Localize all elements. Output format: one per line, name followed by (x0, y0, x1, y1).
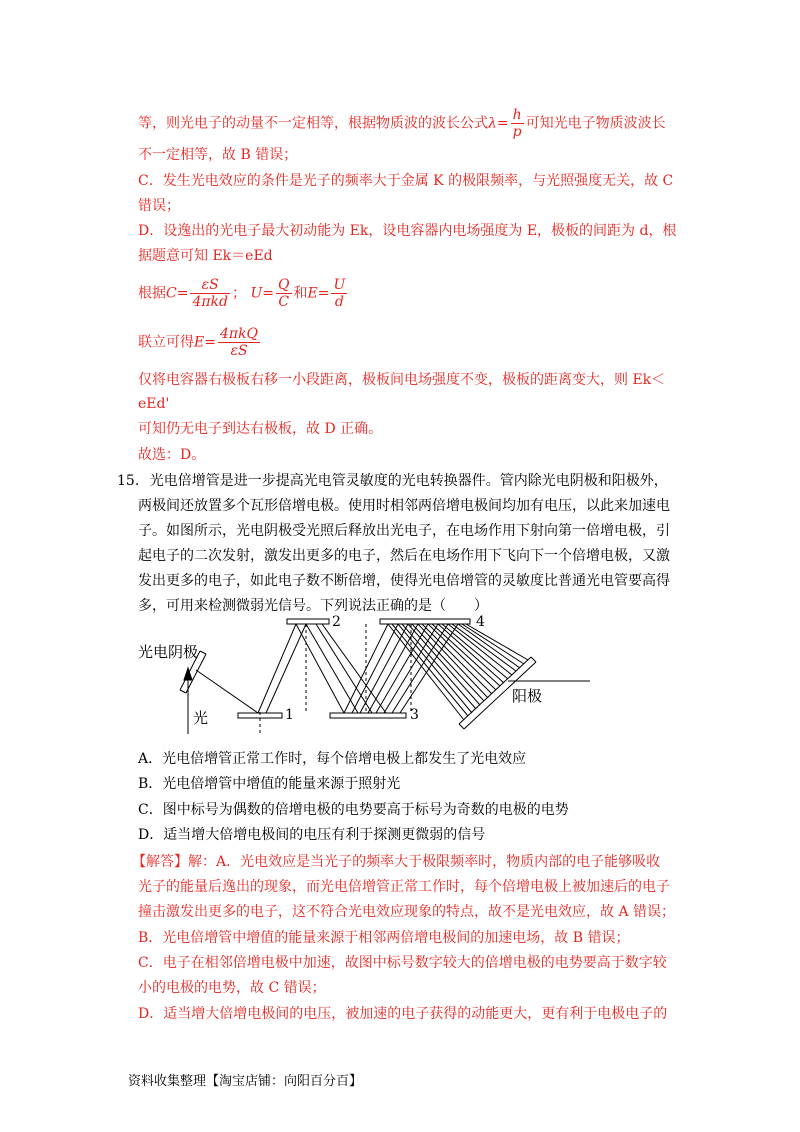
answer-line-11: 可知仍无电子到达右极板，故 D 正确。 (138, 421, 383, 437)
answer-line-2: 不一定相等，故 B 错误； (138, 147, 298, 163)
answer-line-6: 据题意可知 Ek＝eEd (138, 248, 273, 264)
question-15-line-1: 15. 光电倍增管是进一步提高光电管灵敏度的光电转换器件。管内除光电阴极和阳极外， (117, 473, 668, 489)
dynode-label-3: 3 (410, 707, 419, 723)
answer-line-4: 错误； (138, 198, 180, 214)
solution-line-6: 小的电极的电势，故 C 错误； (138, 980, 326, 996)
answer-line-10: eEd' (138, 396, 170, 412)
answer-line-9: 仅将电容器右极板右移一小段距离，极板间电场强度不变，极板的距离变大，则 Ek＜ (138, 372, 666, 388)
answer-line-1: 等，则光电子的动量不一定相等，根据物质波的波长公式λ= $\frac{h}{p}$ 可知光电子物质波波长 (138, 107, 666, 140)
page-footer: 资料收集整理【淘宝店铺：向阳百分百】 (128, 1074, 363, 1089)
solution-line-3: 撞击激发出更多的电子，这不符合光电效应现象的特点，故不是光电效应，故 A 错误； (138, 904, 676, 920)
fraction-field: $\frac{U}{d}$ (333, 277, 346, 310)
solution-line-5: C．电子在相邻倍增电极中加速，故图中标号数字较大的倍增电极的电势要高于数字较 (138, 955, 667, 971)
question-number: 15. (117, 473, 140, 489)
question-15-line-2: 两极间还放置多个瓦形倍增电极。使用时相邻两倍增电极间均加有电压，以此来加速电 (138, 498, 670, 514)
solution-line-1: 【解答】解：A．光电效应是当光子的频率大于极限频率时，物质内部的电子能够吸收 (132, 854, 661, 870)
question-15-line-4: 起电子的二次发射，激发出更多的电子，然后在电场作用下飞向下一个倍增电极，又激 (138, 548, 670, 564)
question-15-line-6: 多，可用来检测微弱光信号。下列说法正确的是（ ） (138, 598, 488, 614)
dynode-2 (287, 619, 329, 624)
anode-label: 阳极 (512, 687, 543, 705)
answer-formula-line: 根据C= $\frac{\varepsilon S}{\text{4πkd}}$ ； U= $\frac{Q}{C}$ 和E= $\frac{U}{d}$ (138, 277, 346, 310)
dynode-label-2: 2 (332, 614, 341, 630)
option-b: B．光电倍增管中增值的能量来源于照射光 (138, 776, 401, 792)
dynode-3 (330, 713, 406, 718)
solution-tag: 【解答】 (132, 854, 188, 870)
fraction-h-over-p: $\frac{h}{p}$ (512, 107, 522, 140)
option-a: A．光电倍增管正常工作时，每个倍增电极上都发生了光电效应 (138, 751, 527, 767)
solution-line-2: 光子的能量后逸出的现象，而光电倍增管正常工作时，每个倍增电极上被加速后的电子 (138, 879, 670, 895)
option-c: C．图中标号为偶数的倍增电极的电势要高于标号为奇数的电极的电势 (138, 802, 569, 818)
fraction-voltage: $\frac{Q}{C}$ (278, 277, 290, 310)
dynode-1 (238, 713, 282, 718)
answer-combined-line: 联立可得E= $\frac{\text{4πkQ}}{\varepsilon S}$ (138, 326, 259, 359)
answer-line-5: D．设逸出的光电子最大初动能为 Ek，设电容器内电场强度为 E，极板的间距为 d，根 (138, 223, 677, 239)
dynode-label-4: 4 (476, 614, 485, 630)
dynode-4 (380, 619, 470, 624)
light-label: 光 (193, 709, 209, 727)
light-arrow-icon (184, 668, 192, 680)
cathode-label: 光电阴极 (138, 643, 199, 661)
fraction-combined: $\frac{\text{4πkQ}}{\varepsilon S}$ (219, 326, 259, 359)
question-15-line-3: 子。如图所示，光电阴极受光照后释放出光电子，在电场作用下射向第一倍增电极，引 (138, 523, 670, 539)
answer-line-12: 故选：D。 (138, 447, 206, 463)
option-d: D．适当增大倍增电极间的电压有利于探测更微弱的信号 (138, 827, 486, 843)
fraction-capacitance: $\frac{\varepsilon S}{\text{4πkd}}$ (192, 277, 229, 310)
solution-line-4: B．光电倍增管中增值的能量来源于相邻两倍增电极间的加速电场，故 B 错误； (138, 930, 630, 946)
dynode-label-1: 1 (285, 707, 294, 723)
solution-line-7: D．适当增大倍增电极间的电压，被加速的电子获得的动能更大，更有利于电极电子的 (138, 1006, 668, 1022)
question-15-line-5: 发出更多的电子，如此电子数不断倍增，使得光电倍增管的灵敏度比普通光电管要高得 (138, 573, 670, 589)
answer-line-3: C．发生光电效应的条件是光子的频率大于金属 K 的极限频率，与光照强度无关，故 C (138, 173, 674, 189)
